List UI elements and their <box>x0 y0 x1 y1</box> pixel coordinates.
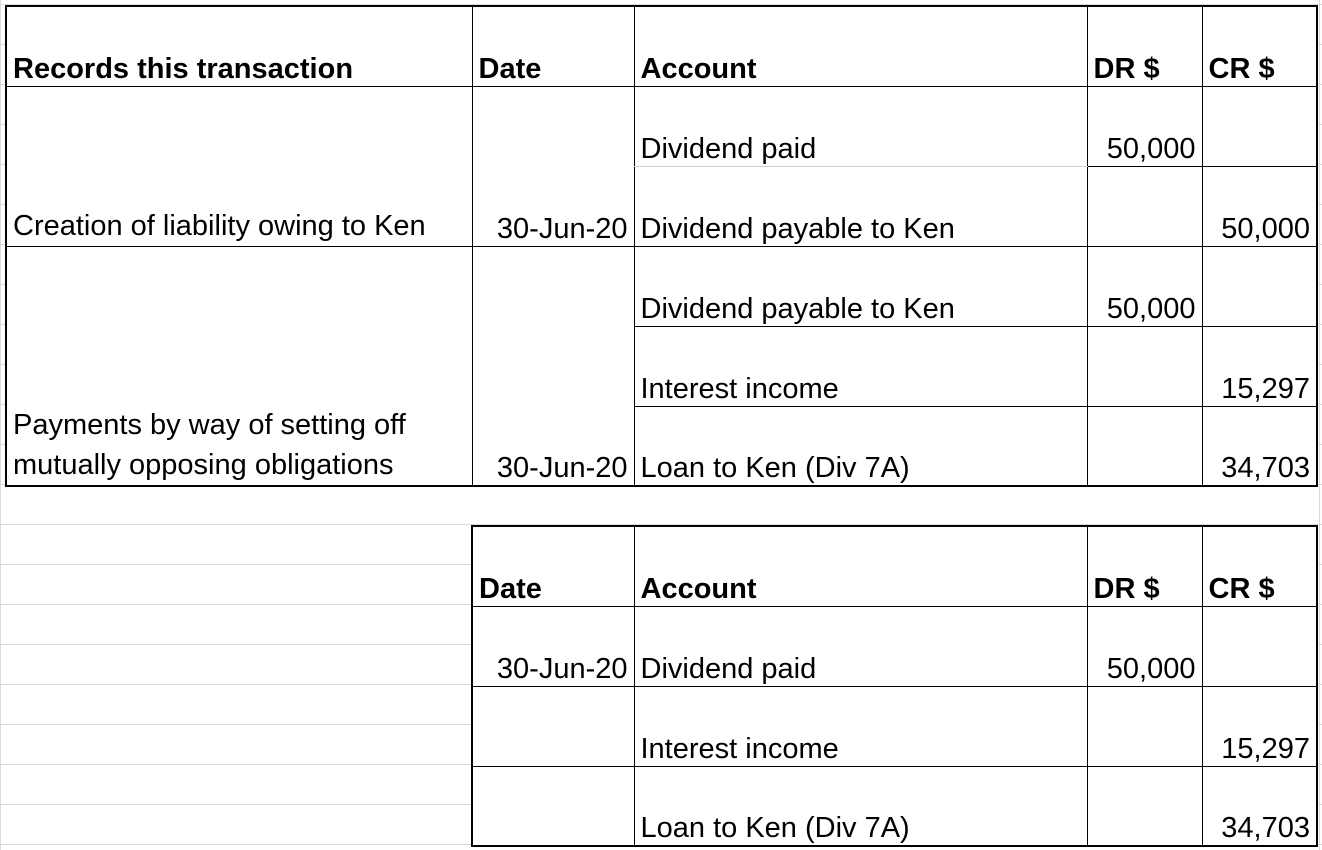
entry-date <box>472 686 634 766</box>
cr-cell: 50,000 <box>1202 166 1317 246</box>
table-row <box>472 766 1317 846</box>
transaction-description: Payments by way of setting off mutually opposing obligations <box>13 409 406 481</box>
cr-cell: 34,703 <box>1202 766 1317 846</box>
cr-cell: 15,297 <box>1202 326 1317 406</box>
table-row <box>6 246 1317 326</box>
account-cell: Interest income <box>634 686 1087 766</box>
dr-cell <box>1087 686 1202 766</box>
journal-table-bottom <box>471 525 1318 847</box>
entry-date: 30-Jun-20 <box>472 86 634 246</box>
account-cell: Dividend paid <box>634 86 1087 166</box>
cr-cell: 15,297 <box>1202 686 1317 766</box>
header-dr: DR $ <box>1087 526 1202 606</box>
entry-date <box>472 766 634 846</box>
header-account: Account <box>634 526 1087 606</box>
dr-cell: 50,000 <box>1087 606 1202 686</box>
header-row <box>6 6 1317 86</box>
table-row <box>472 606 1317 686</box>
dr-cell <box>1087 326 1202 406</box>
header-cr: CR $ <box>1202 526 1317 606</box>
account-cell: Dividend payable to Ken <box>634 246 1087 326</box>
header-cr: CR $ <box>1202 6 1317 86</box>
dr-cell <box>1087 166 1202 246</box>
header-account: Account <box>634 6 1087 86</box>
dr-cell: 50,000 <box>1087 246 1202 326</box>
journal-table-top <box>5 5 1318 487</box>
account-cell: Interest income <box>634 326 1087 406</box>
dr-cell <box>1087 766 1202 846</box>
table-row <box>472 686 1317 766</box>
header-row <box>472 526 1317 606</box>
header-date: Date <box>472 526 634 606</box>
cr-cell <box>1202 606 1317 686</box>
header-transaction: Records this transaction <box>6 6 472 86</box>
account-cell: Loan to Ken (Div 7A) <box>634 766 1087 846</box>
header-date: Date <box>472 6 634 86</box>
account-cell: Dividend payable to Ken <box>634 166 1087 246</box>
cr-cell <box>1202 86 1317 166</box>
dr-cell <box>1087 406 1202 486</box>
entry-date: 30-Jun-20 <box>472 606 634 686</box>
account-cell: Loan to Ken (Div 7A) <box>634 406 1087 486</box>
header-dr: DR $ <box>1087 6 1202 86</box>
cr-cell: 34,703 <box>1202 406 1317 486</box>
dr-cell: 50,000 <box>1087 86 1202 166</box>
account-cell: Dividend paid <box>634 606 1087 686</box>
table-row <box>6 86 1317 166</box>
entry-date: 30-Jun-20 <box>472 246 634 486</box>
transaction-description: Creation of liability owing to Ken <box>6 86 472 246</box>
cr-cell <box>1202 246 1317 326</box>
grid-line <box>1319 0 1320 850</box>
